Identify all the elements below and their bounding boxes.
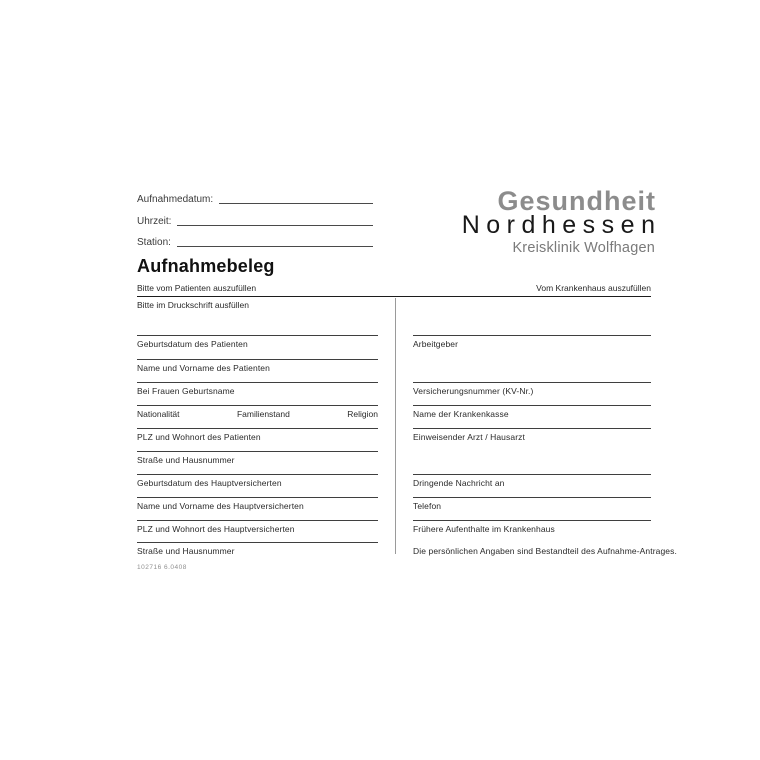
field-label: Geburtsdatum des Hauptversicherten xyxy=(137,477,282,488)
field-label: Bei Frauen Geburtsname xyxy=(137,385,235,396)
write-line xyxy=(137,335,378,336)
write-line xyxy=(137,520,378,521)
write-line xyxy=(137,382,378,383)
admission-date-write-line xyxy=(219,203,373,204)
write-line xyxy=(137,359,378,360)
write-line xyxy=(413,405,651,406)
field-label: Straße und Hausnummer xyxy=(137,545,235,556)
write-line xyxy=(413,497,651,498)
field-label: Name der Krankenkasse xyxy=(413,408,509,419)
field-patient-street xyxy=(137,451,378,465)
admission-station-label: Station: xyxy=(137,237,171,248)
hospital-fill-note: Vom Krankenhaus auszufüllen xyxy=(536,283,651,293)
logo-brand-top: Gesundheit xyxy=(497,186,656,216)
write-line xyxy=(137,497,378,498)
field-insured-street xyxy=(137,542,378,556)
write-line xyxy=(137,405,378,406)
form-body xyxy=(137,297,677,559)
field-patient-name xyxy=(137,359,378,373)
field-insurance-number xyxy=(413,382,651,396)
hospital-logo xyxy=(461,186,662,256)
field-label: Name und Vorname des Hauptversicherten xyxy=(137,500,304,511)
field-label: Geburtsdatum des Patienten xyxy=(137,338,248,349)
field-insured-name xyxy=(137,497,378,511)
field-label: PLZ und Wohnort des Hauptversicherten xyxy=(137,523,295,534)
field-patient-city xyxy=(137,428,378,442)
admission-time-write-line xyxy=(177,225,373,226)
hospital-column xyxy=(413,297,677,559)
field-urgent-contact xyxy=(413,474,651,488)
field-label: Telefon xyxy=(413,500,442,511)
admission-time-label: Uhrzeit: xyxy=(137,215,172,227)
logo-brand-bottom: Nordhessen xyxy=(461,211,662,239)
field-label: Einweisender Arzt / Hausarzt xyxy=(413,431,525,442)
logo-clinic-name: Kreisklinik Wolfhagen xyxy=(512,240,655,256)
religion-label: Religion xyxy=(347,408,378,419)
print-letters-instruction: Bitte im Druckschrift ausfüllen xyxy=(137,300,249,310)
admission-time-row xyxy=(137,213,373,228)
field-insured-birthdate xyxy=(137,474,378,488)
write-line xyxy=(413,474,651,475)
field-label-row xyxy=(137,409,378,419)
patient-fill-note: Bitte vom Patienten auszufüllen xyxy=(137,283,257,293)
column-divider xyxy=(395,298,396,554)
write-line xyxy=(137,428,378,429)
field-health-insurer xyxy=(413,405,651,419)
field-referring-doctor xyxy=(413,428,651,442)
field-previous-stays xyxy=(413,520,651,534)
field-telephone xyxy=(413,497,651,511)
field-label: Versicherungsnummer (KV-Nr.) xyxy=(413,385,534,396)
page-title: Aufnahmebeleg xyxy=(137,256,275,276)
field-label: Name und Vorname des Patienten xyxy=(137,362,270,373)
marital-status-label: Familienstand xyxy=(236,408,290,419)
write-line xyxy=(413,428,651,429)
write-line xyxy=(413,382,651,383)
field-nationality-maritalstatus-religion xyxy=(137,405,378,419)
admission-date-row xyxy=(137,191,373,206)
field-label: Straße und Hausnummer xyxy=(137,454,235,465)
field-label: Frühere Aufenthalte im Krankenhaus xyxy=(413,523,555,534)
field-label: Arbeitgeber xyxy=(413,338,459,349)
form-print-code: 102716 6.0408 xyxy=(137,564,187,571)
write-line xyxy=(137,451,378,452)
write-line xyxy=(137,474,378,475)
admission-date-label: Aufnahmedatum: xyxy=(137,194,214,205)
admission-header-block xyxy=(137,191,373,256)
field-employer xyxy=(413,335,651,349)
write-line xyxy=(413,520,651,521)
patient-column xyxy=(137,297,378,559)
personal-data-note: Die persönlichen Angaben sind Bestandteil des Aufnahme-Antrages. xyxy=(413,546,677,556)
field-patient-birthdate xyxy=(137,335,378,349)
section-notes-row xyxy=(137,283,651,297)
admission-station-write-line xyxy=(177,246,373,247)
field-label: Dringende Nachricht an xyxy=(413,477,505,488)
admission-station-row xyxy=(137,234,373,249)
field-maiden-name xyxy=(137,382,378,396)
field-insured-city xyxy=(137,520,378,534)
field-label: PLZ und Wohnort des Patienten xyxy=(137,431,261,442)
write-line xyxy=(413,335,651,336)
nationality-label: Nationalität xyxy=(137,408,180,419)
write-line xyxy=(137,542,378,543)
